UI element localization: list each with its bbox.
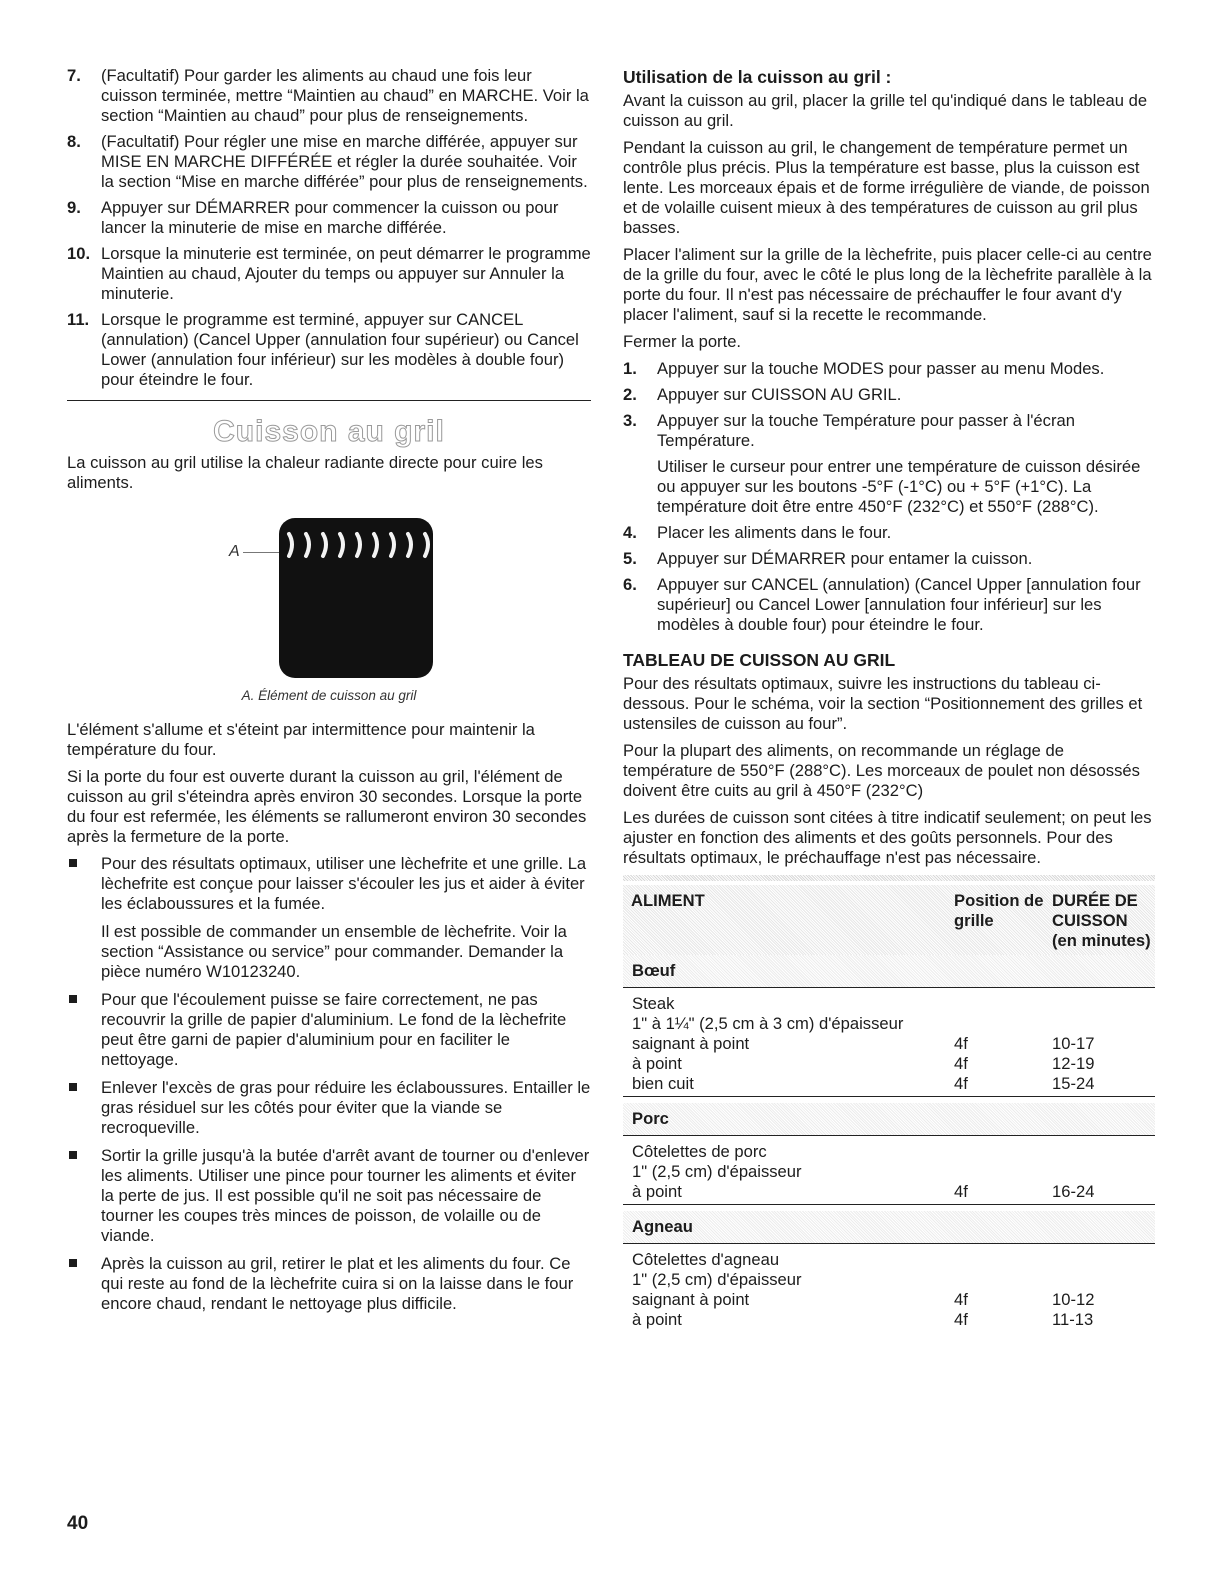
bullet-item bbox=[67, 854, 591, 982]
bullet-text: Après la cuisson au gril, retirer le plat et les aliments du four. Ce qui reste au fond de la lèchefrite cuira si on la laisse dans le four encore chaud, rendant le nettoyage plus difficile. bbox=[101, 1254, 574, 1313]
food-cell: saignant à point bbox=[632, 1034, 750, 1053]
step-item bbox=[67, 310, 591, 390]
step-subtext: Utiliser le curseur pour entrer une température de cuisson désirée ou appuyer sur les boutons -5°F (-1°C) ou + 5°F (+1°C). La température doit être entre 450°F (232°C) et 550°F (288°C). bbox=[657, 457, 1141, 516]
rack-position-cell bbox=[954, 1014, 1052, 1034]
table-intro-paragraph: Les durées de cuisson sont citées à titre indicatif seulement; on peut les ajuster en fonction des aliments et des goûts personnels. Pour des résultats optimaux, le préchauffage n'est pas nécessaire. bbox=[623, 808, 1152, 867]
bullet-text: Enlever l'excès de gras pour réduire les éclaboussures. Entailler le gras résiduel sur les côtés pour éviter que la viande se recroqueville. bbox=[101, 1078, 591, 1137]
food-cell: à point bbox=[632, 1310, 682, 1329]
table-body bbox=[623, 955, 1155, 1330]
square-bullet-icon bbox=[69, 1259, 77, 1267]
table-heading: TABLEAU DE CUISSON AU GRIL bbox=[623, 650, 896, 670]
table-row bbox=[623, 1310, 1155, 1330]
bullet-item bbox=[67, 1254, 591, 1314]
cook-time-cell bbox=[1052, 1270, 1155, 1290]
step-number: 3. bbox=[623, 411, 637, 430]
category-label: Agneau bbox=[623, 1211, 1155, 1244]
food-cell: 1" (2,5 cm) d'épaisseur bbox=[632, 1270, 802, 1289]
usage-paragraph: Placer l'aliment sur la grille de la lèchefrite, puis placer celle-ci au centre de la grille du four, avec le côté le plus long de la lèchefrite parallèle à la porte du four. Il n'est pas nécessaire de préchauffer le four avant d'y placer l'aliment, sauf si la recette le recommande. bbox=[623, 245, 1152, 324]
left-column bbox=[67, 66, 591, 1322]
figure-caption: A. Élément de cuisson au gril bbox=[241, 688, 417, 703]
rack-position-cell: 4f bbox=[954, 1182, 968, 1201]
table-top-band bbox=[623, 875, 1155, 881]
table-row bbox=[623, 1270, 1155, 1290]
cook-time-cell: 16-24 bbox=[1052, 1182, 1095, 1201]
rack-position-cell: 4f bbox=[954, 1290, 968, 1309]
square-bullet-icon bbox=[69, 995, 77, 1003]
table-intro-paragraph: Pour des résultats optimaux, suivre les instructions du tableau ci-dessous. Pour le schéma, voir la section “Positionnement des grilles et ustensiles de cuisson au four”. bbox=[623, 674, 1143, 733]
paragraph-2: Si la porte du four est ouverte durant la cuisson au gril, l'élément de cuisson au gril s'éteindra après environ 30 secondes. Lorsque la porte du four est refermée, les éléments se rallumeront environ 30 secondes après la fermeture de la porte. bbox=[67, 767, 587, 846]
step-number: 8. bbox=[67, 132, 81, 151]
step-text: Appuyer sur la touche Température pour passer à l'écran Température. bbox=[657, 411, 1075, 450]
cook-time-cell: 11-13 bbox=[1052, 1310, 1094, 1329]
usage-paragraph: Avant la cuisson au gril, placer la grille tel qu'indiqué dans le tableau de cuisson au gril. bbox=[623, 91, 1148, 130]
step-item bbox=[67, 244, 591, 304]
category-row bbox=[623, 1103, 1155, 1136]
rack-position-cell: 4f bbox=[954, 1034, 968, 1053]
cook-time-cell bbox=[1052, 1142, 1155, 1162]
square-bullet-icon bbox=[69, 1083, 77, 1091]
rack-position-cell bbox=[954, 1142, 1052, 1162]
usage-paragraph: Pendant la cuisson au gril, le changement de température permet un contrôle plus précis. Plus la température est basse, plus la cuisson est lente. Les morceaux épais et de forme irrégulière de viande, de poisson et de volaille cuisent mieux à des températures de cuisson au gril plus basses. bbox=[623, 138, 1150, 237]
table-row bbox=[623, 1290, 1155, 1310]
step-number: 10. bbox=[67, 244, 91, 263]
step-text: (Facultatif) Pour régler une mise en marche différée, appuyer sur MISE EN MARCHE DIFFÉRÉE et régler la durée souhaitée. Voir la section “Mise en marche différée” pour plus de renseignements. bbox=[101, 132, 588, 191]
step-item bbox=[67, 66, 591, 126]
usage-paragraphs bbox=[623, 91, 1155, 352]
header-cook-time: DURÉE DE CUISSON (en minutes) bbox=[1052, 891, 1151, 950]
food-cell: bien cuit bbox=[632, 1074, 694, 1093]
cook-time-cell bbox=[1052, 1162, 1155, 1182]
rack-position-cell: 4f bbox=[954, 1310, 968, 1329]
square-bullet-icon bbox=[69, 859, 77, 867]
category-label: Bœuf bbox=[623, 955, 1155, 988]
food-cell: Côtelettes d'agneau bbox=[632, 1250, 780, 1269]
step-item bbox=[623, 575, 1155, 635]
step-text: Appuyer sur la touche MODES pour passer au menu Modes. bbox=[657, 359, 1105, 378]
step-number: 11. bbox=[67, 310, 90, 329]
step-item bbox=[623, 523, 1155, 543]
table-row bbox=[623, 994, 1155, 1014]
bullet-item bbox=[67, 1078, 591, 1138]
figure-callout-label: A bbox=[229, 543, 240, 560]
step-text: Appuyer sur CANCEL (annulation) (Cancel Upper [annulation four supérieur] ou Cancel Lower [annulation four inférieur] sur les modèles à double four) pour éteindre le four. bbox=[657, 575, 1141, 634]
category-row bbox=[623, 1211, 1155, 1244]
step-item bbox=[623, 359, 1155, 379]
usage-heading: Utilisation de la cuisson au gril : bbox=[623, 67, 892, 87]
step-text: (Facultatif) Pour garder les aliments au chaud une fois leur cuisson terminée, mettre “Maintien au chaud” en MARCHE. Voir la section “Maintien au chaud” pour plus de renseignements. bbox=[101, 66, 589, 125]
step-item bbox=[67, 198, 591, 238]
step-item bbox=[67, 132, 591, 192]
rack-position-cell bbox=[954, 1162, 1052, 1182]
usage-paragraph: Fermer la porte. bbox=[623, 332, 742, 351]
header-rack-position: Position de grille bbox=[954, 891, 1044, 930]
cook-time-cell: 15-24 bbox=[1052, 1074, 1095, 1093]
table-intro-paragraphs bbox=[623, 674, 1155, 868]
table-header-row bbox=[623, 885, 1155, 955]
broil-element-coil-icon bbox=[279, 518, 433, 578]
table-row bbox=[623, 1142, 1155, 1162]
food-cell: saignant à point bbox=[632, 1290, 750, 1309]
table-intro-paragraph: Pour la plupart des aliments, on recommande un réglage de température de 550°F (288°C). Les morceaux de poulet non désossés doivent être cuits au gril à 450°F (232°C) bbox=[623, 741, 1140, 800]
step-item bbox=[623, 549, 1155, 569]
food-cell: 1" (2,5 cm) d'épaisseur bbox=[632, 1162, 802, 1181]
bullet-text: Pour des résultats optimaux, utiliser une lèchefrite et une grille. La lèchefrite est conçue pour laisser s'écouler les jus et aider à éviter les éclaboussures et la fumée. bbox=[101, 854, 587, 913]
table-row bbox=[623, 1250, 1155, 1270]
table-row bbox=[623, 1014, 1155, 1034]
step-text: Appuyer sur DÉMARRER pour commencer la cuisson ou pour lancer la minuterie de mise en marche différée. bbox=[101, 198, 559, 237]
step-text: Lorsque la minuterie est terminée, on peut démarrer le programme Maintien au chaud, Ajouter du temps ou appuyer sur Annuler la minuterie. bbox=[101, 244, 591, 303]
step-text: Appuyer sur DÉMARRER pour entamer la cuisson. bbox=[657, 549, 1033, 568]
bullet-text: Sortir la grille jusqu'à la butée d'arrêt avant de tourner ou d'enlever les aliments. Utiliser une pince pour tourner les aliments et éviter la perte de jus. Il est possible qu'il ne soit pas nécessaire de tourner les coupes très minces de poisson, de volaille ou de viande. bbox=[101, 1146, 590, 1245]
step-number: 7. bbox=[67, 66, 81, 85]
cook-time-cell: 12-19 bbox=[1052, 1054, 1095, 1073]
tips-bullet-list bbox=[67, 854, 591, 1314]
table-row bbox=[623, 1182, 1155, 1202]
bullet-item bbox=[67, 1146, 591, 1246]
header-food: ALIMENT bbox=[631, 891, 705, 910]
food-cell: Côtelettes de porc bbox=[632, 1142, 767, 1161]
section-title: Cuisson au gril bbox=[213, 415, 445, 448]
rack-position-cell bbox=[954, 994, 1052, 1014]
continued-steps-list bbox=[67, 66, 591, 390]
broil-element-figure bbox=[67, 500, 591, 680]
step-item bbox=[623, 411, 1155, 517]
cook-time-cell: 10-17 bbox=[1052, 1034, 1095, 1053]
paragraph-1: L'élément s'allume et s'éteint par intermittence pour maintenir la température du four. bbox=[67, 720, 535, 759]
table-row bbox=[623, 1034, 1155, 1054]
food-cell: Steak bbox=[632, 994, 675, 1013]
category-row bbox=[623, 955, 1155, 988]
bullet-text: Pour que l'écoulement puisse se faire correctement, ne pas recouvrir la grille de papier d'aluminium. Le fond de la lèchefrite peut être garni de papier d'aluminium pour en faciliter le nettoyage. bbox=[101, 990, 567, 1069]
broil-chart-table bbox=[623, 885, 1155, 1330]
right-column bbox=[623, 66, 1155, 1330]
food-cell: à point bbox=[632, 1054, 682, 1073]
step-number: 2. bbox=[623, 385, 637, 404]
table-row bbox=[623, 1162, 1155, 1182]
step-number: 5. bbox=[623, 549, 637, 568]
step-text: Placer les aliments dans le four. bbox=[657, 523, 892, 542]
cook-time-cell bbox=[1052, 994, 1155, 1014]
food-cell: à point bbox=[632, 1182, 682, 1201]
square-bullet-icon bbox=[69, 1151, 77, 1159]
cook-time-cell bbox=[1052, 1250, 1155, 1270]
step-number: 9. bbox=[67, 198, 81, 217]
step-number: 1. bbox=[623, 359, 637, 378]
page-number: 40 bbox=[67, 1513, 89, 1534]
step-text: Appuyer sur CUISSON AU GRIL. bbox=[657, 385, 902, 404]
rack-position-cell bbox=[954, 1270, 1052, 1290]
figure-callout-line bbox=[243, 552, 283, 553]
category-label: Porc bbox=[623, 1103, 1155, 1136]
section-divider bbox=[67, 400, 591, 401]
food-cell: 1" à 1¼" (2,5 cm à 3 cm) d'épaisseur bbox=[632, 1014, 904, 1033]
broil-intro: La cuisson au gril utilise la chaleur radiante directe pour cuire les aliments. bbox=[67, 453, 543, 492]
step-number: 4. bbox=[623, 523, 637, 542]
bullet-item bbox=[67, 990, 591, 1070]
cook-time-cell: 10-12 bbox=[1052, 1290, 1095, 1309]
step-text: Lorsque le programme est terminé, appuyer sur CANCEL (annulation) (Cancel Upper (annulation four supérieur) ou Cancel Lower (annulation four inférieur) sur les modèles à double four) pour éteindre le four. bbox=[101, 310, 579, 389]
rack-position-cell bbox=[954, 1250, 1052, 1270]
cook-time-cell bbox=[1052, 1014, 1155, 1034]
broil-element-illustration bbox=[279, 518, 433, 678]
rack-position-cell: 4f bbox=[954, 1074, 968, 1093]
rack-position-cell: 4f bbox=[954, 1054, 968, 1073]
table-row bbox=[623, 1054, 1155, 1074]
bullet-subtext: Il est possible de commander un ensemble de lèchefrite. Voir la section “Assistance ou service” pour commander. Demander la pièce numéro W10123240. bbox=[101, 922, 567, 981]
step-number: 6. bbox=[623, 575, 637, 594]
step-item bbox=[623, 385, 1155, 405]
broil-steps-list bbox=[623, 359, 1155, 635]
table-row bbox=[623, 1074, 1155, 1094]
